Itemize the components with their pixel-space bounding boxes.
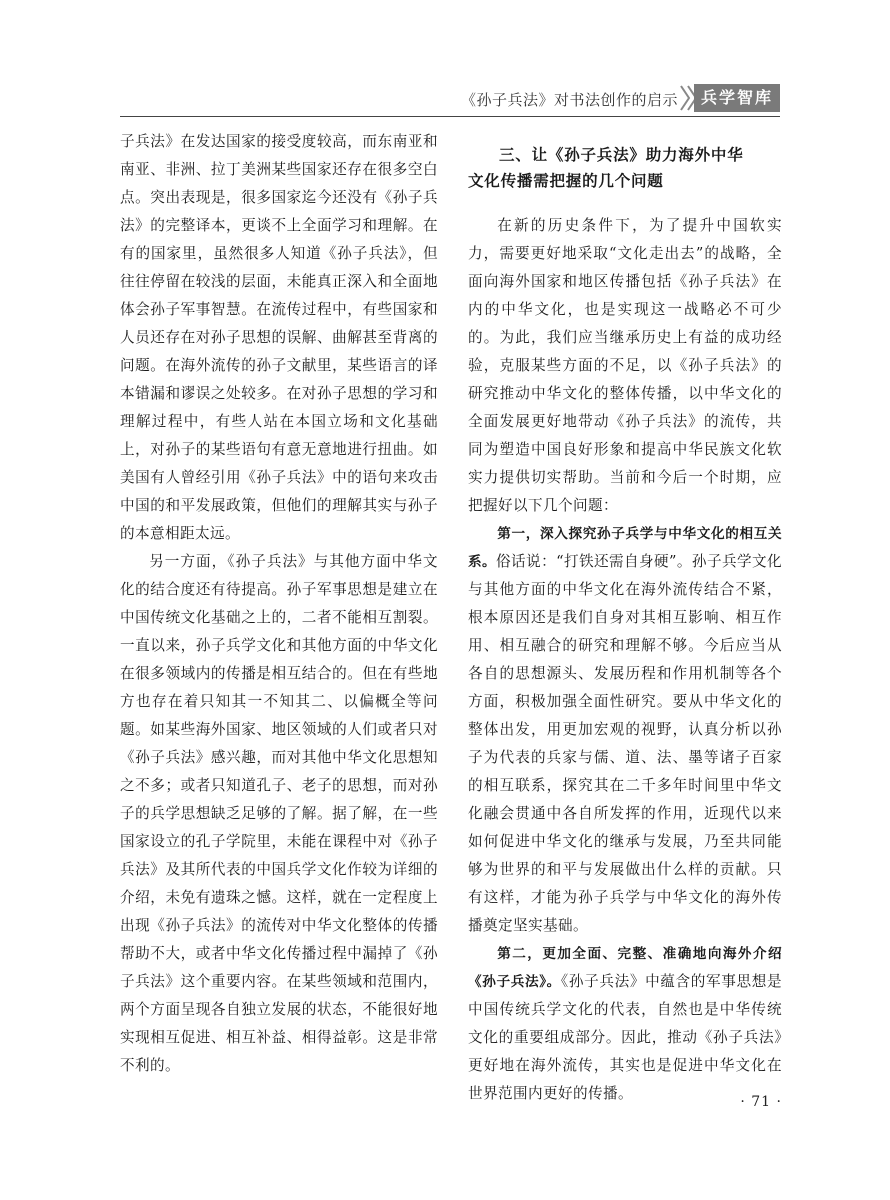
header-rule — [120, 116, 780, 117]
running-header — [120, 80, 780, 116]
paragraph — [468, 940, 782, 1108]
paragraph-lead: 第一，深入探究孙子兵学与中华文化的相互关系。 — [468, 526, 782, 570]
paragraph — [468, 520, 782, 940]
section-heading-line: 文化传播需把握的几个问题 — [468, 172, 664, 190]
running-header-title: 《孙子兵法》对书法创作的启示 — [460, 91, 678, 109]
section-badge: 兵学智库 — [694, 84, 780, 112]
paragraph-body: 俗话说：“打铁还需自身硬”。孙子兵学文化与其他方面的中华文化在海外流传结合不紧，根本原因还是我们自身对其相互影响、相互作用、相互融合的研究和理解不够。今后应当从各自的思想源头、发展历程和作用机制等各个方面，积极加强全面性研究。要从中华文化的整体出发，用更加宏观的视野，认真分析以孙子为代表的兵家与儒、道、法、墨等诸子百家的相互联系，探究其在二千多年时间里中华文化融会贯通中各自所发挥的作用，近现代以来如何促进中华文化的继承与发展，乃至共同能够为世界的和平与发展做出什么样的贡献。只有这样，才能为孙子兵学与中华文化的海外传播奠定坚实基础。 — [468, 553, 782, 934]
paragraph-lead: 第二，更加全面、完整、准确地向海外介绍《孙子兵法》。 — [468, 946, 782, 990]
right-column — [468, 128, 782, 1108]
page-number: · 71 · — [740, 1094, 782, 1110]
section-heading — [468, 142, 782, 194]
paragraph: 另一方面，《孙子兵法》与其他方面中华文化的结合度还有待提高。孙子军事思想是建立在中国传统文化基础之上的，二者不能相互割裂。一直以来，孙子兵学文化和其他方面的中华文化在很多领域内的传播是相互结合的。但在有些地方也存在着只知其一不知其二、以偏概全等问题。如某些海外国家、地区领域的人们或者只对《孙子兵法》感兴趣，而对其他中华文化思想知之不多；或者只知道孔子、老子的思想，而对孙子的兵学思想缺乏足够的了解。据了解，在一些国家设立的孔子学院里，未能在课程中对《孙子兵法》及其所代表的中国兵学文化作较为详细的介绍，未免有遗珠之憾。这样，就在一定程度上出现《孙子兵法》的流传对中华文化整体的传播帮助不大，或者中华文化传播过程中漏掉了《孙子兵法》这个重要内容。在某些领域和范围内，两个方面呈现各自独立发展的状态，不能很好地实现相互促进、相互补益、相得益彰。这是非常不利的。 — [120, 553, 438, 1074]
section-heading-line: 三、让《孙子兵法》助力海外中华 — [499, 146, 744, 164]
left-column — [120, 128, 438, 1080]
paragraph: 子兵法》在发达国家的接受度较高，而东南亚和南亚、非洲、拉丁美洲某些国家还存在很多空白点。突出表现是，很多国家迄今还没有《孙子兵法》的完整译本，更谈不上全面学习和理解。在有的国家里，虽然很多人知道《孙子兵法》，但往往停留在较浅的层面，未能真正深入和全面地体会孙子军事智慧。在流传过程中，有些国家和人员还存在对孙子思想的误解、曲解甚至背离的问题。在海外流传的孙子文献里，某些语言的译本错漏和谬误之处较多。在对孙子思想的学习和理解过程中，有些人站在本国立场和文化基础上，对孙子的某些语句有意无意地进行扭曲。如美国有人曾经引用《孙子兵法》中的语句来攻击中国的和平发展政策，但他们的理解其实与孙子的本意相距太远。 — [120, 133, 438, 542]
paragraph-body: 《孙子兵法》中蕴含的军事思想是中国传统兵学文化的代表，自然也是中华传统文化的重要组成部分。因此，推动《孙子兵法》更好地在海外流传，其实也是促进中华文化在世界范围内更好的传播。 — [468, 973, 783, 1102]
paragraph: 在新的历史条件下，为了提升中国软实力，需要更好地采取“文化走出去”的战略，全面向海外国家和地区传播包括《孙子兵法》在内的中华文化，也是实现这一战略必不可少的。为此，我们应当继承历史上有益的成功经验，克服某些方面的不足，以《孙子兵法》的研究推动中华文化的整体传播，以中华文化的全面发展更好地带动《孙子兵法》的流传，共同为塑造中国良好形象和提高中华民族文化软实力提供切实帮助。当前和今后一个时期，应把握好以下几个问题： — [468, 217, 782, 514]
